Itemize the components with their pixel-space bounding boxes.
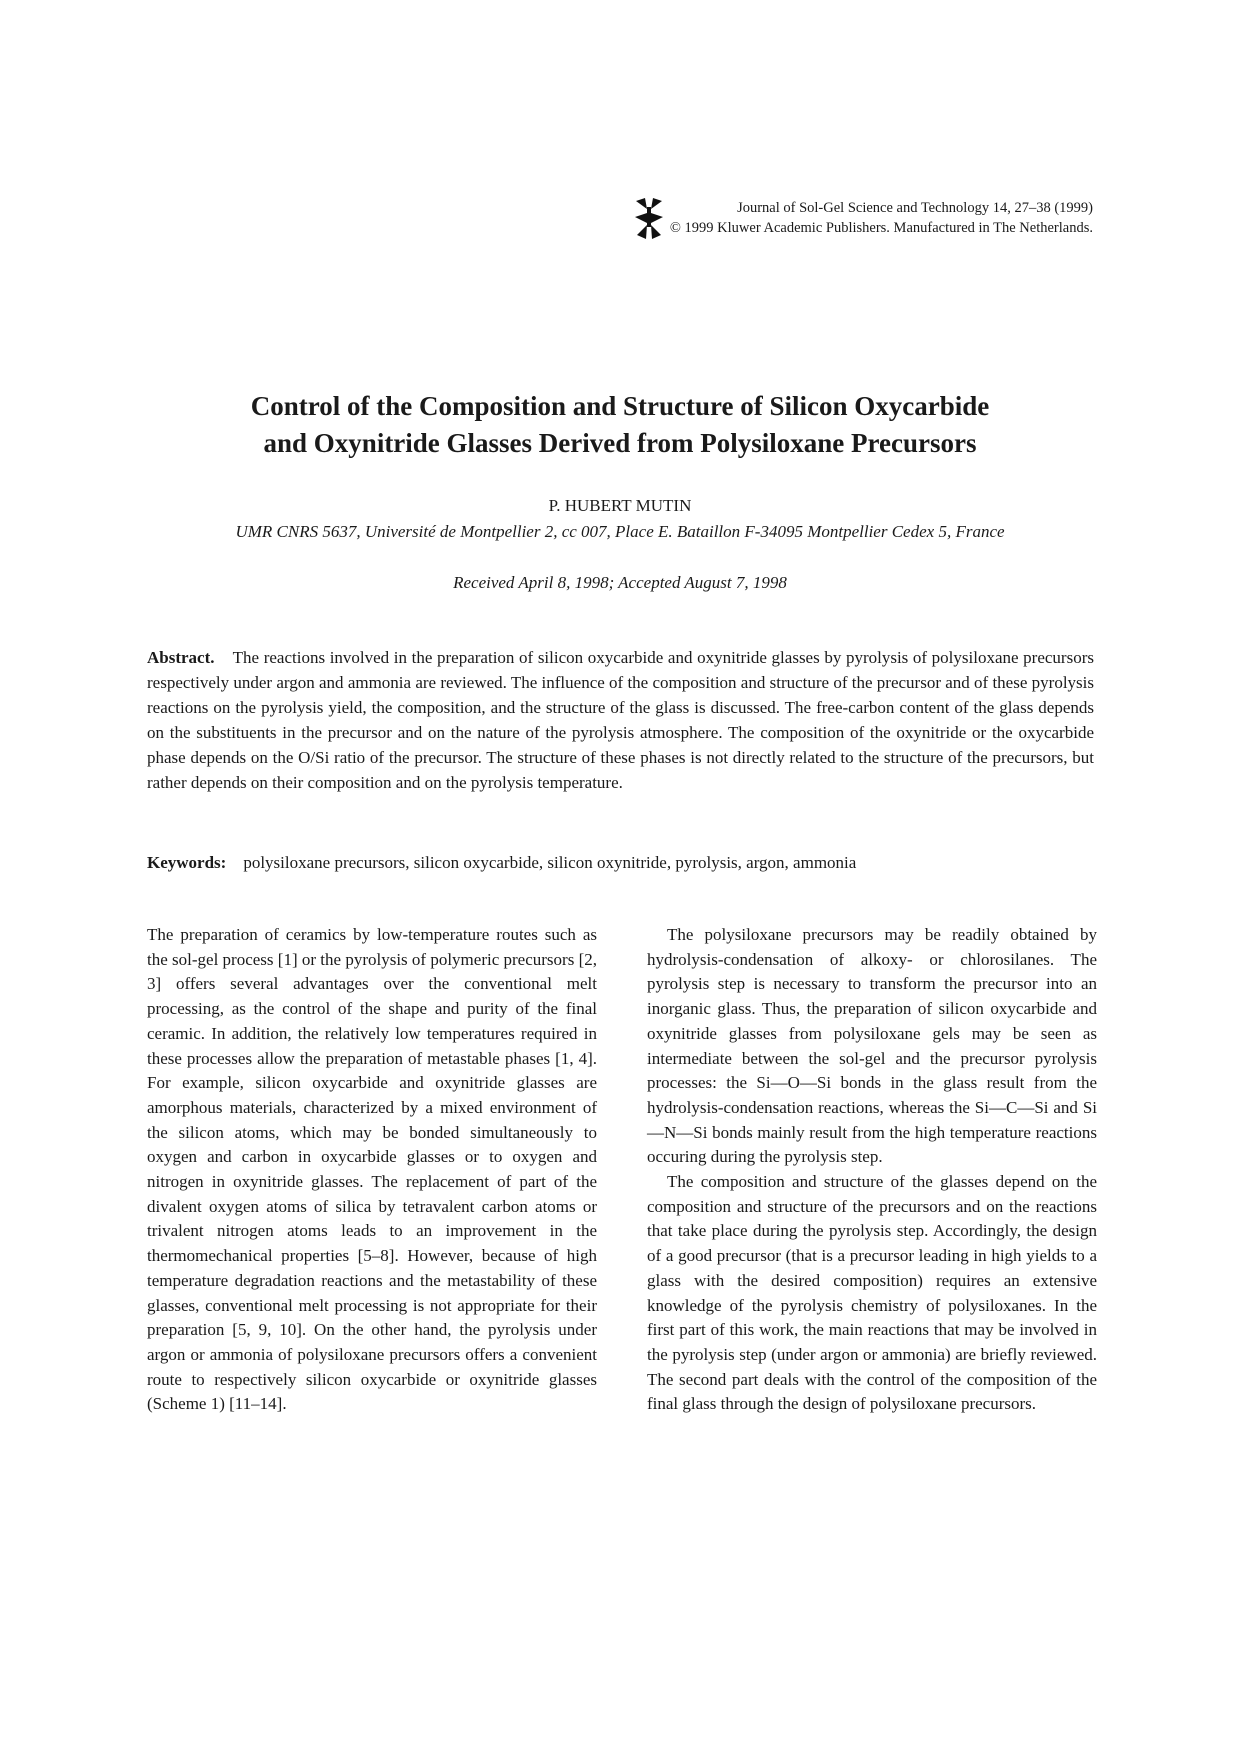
title-line-1: Control of the Composition and Structure of Silicon Oxycarbide [250,391,990,421]
body-column-right [647,923,1097,1417]
author-affiliation: UMR CNRS 5637, Université de Montpellier 2, cc 007, Place E. Bataillon F-34095 Montpellier Cedex 5, France [235,522,1005,541]
publisher-logo-icon [632,195,666,241]
title-line-2: and Oxynitride Glasses Derived from Polysiloxane Precursors [263,428,977,458]
abstract-label: Abstract. [147,648,215,667]
keywords-label: Keywords: [147,853,227,872]
body-paragraph: The polysiloxane precursors may be readily obtained by hydrolysis-condensation of alkoxy- or chlorosilanes. The pyrolysis step is necessary to transform the precursor into an inorganic glass. Thus, the preparation of silicon oxycarbide and oxynitride glasses from polysiloxane gels may be seen as intermediate between the sol-gel and the precursor pyrolysis processes: the Si—O—Si bonds in the glass result from the hydrolysis-condensation reactions, whereas the Si—C—Si and Si—N—Si bonds mainly result from the high temperature reactions occuring during the pyrolysis step. [647,925,1097,1167]
keywords-text: polysiloxane precursors, silicon oxycarbide, silicon oxynitride, pyrolysis, argon, ammonia [243,853,857,872]
body-column-left [147,923,597,1417]
paper-title [0,388,1240,462]
body-paragraph: The composition and structure of the glasses depend on the composition and structure of the precursors and on the reactions that take place during the pyrolysis step. Accordingly, the design of a good precursor (that is a precursor leading in high yields to a glass with the desired composition) requires an extensive knowledge of the pyrolysis chemistry of polysiloxanes. In the first part of this work, the main reactions that may be involved in the pyrolysis step (under argon or ammonia) are briefly reviewed. The second part deals with the control of the composition of the final glass through the design of polysiloxane precursors. [647,1172,1097,1414]
journal-header [632,195,1093,241]
received-accepted-dates: Received April 8, 1998; Accepted August 7, 1998 [453,573,787,592]
journal-citation: Journal of Sol-Gel Science and Technology 14, 27–38 (1999) [737,200,1093,216]
keywords [147,850,1094,875]
abstract [147,645,1094,795]
author-name: P. HUBERT MUTIN [548,496,692,515]
body-paragraph: The preparation of ceramics by low-temperature routes such as the sol-gel process [1] or the pyrolysis of polymeric precursors [2, 3] offers several advantages over the conventional melt processing, as the control of the shape and purity of the final ceramic. In addition, the relatively low temperatures required in these processes allow the preparation of metastable phases [1, 4]. For example, silicon oxycarbide and oxynitride glasses are amorphous materials, characterized by a mixed environment of the silicon atoms, which may be bonded simultaneously to oxygen and carbon in oxycarbide glasses or to oxygen and nitrogen in oxynitride glasses. The replacement of part of the divalent oxygen atoms of silica by tetravalent carbon atoms or trivalent nitrogen atoms leads to an improvement in the thermomechanical properties [5–8]. However, because of high temperature degradation reactions and the metastability of these glasses, conventional melt processing is not appropriate for their preparation [5, 9, 10]. On the other hand, the pyrolysis under argon or ammonia of polysiloxane precursors offers a convenient route to respectively silicon oxycarbide or oxynitride glasses (Scheme 1) [11–14]. [147,925,597,1414]
copyright-line: © 1999 Kluwer Academic Publishers. Manufactured in The Netherlands. [669,220,1093,236]
abstract-text: The reactions involved in the preparation of silicon oxycarbide and oxynitride glasses by pyrolysis of polysiloxane precursors respectively under argon and ammonia are reviewed. The influence of the composition and structure of the precursor and of these pyrolysis reactions on the pyrolysis yield, the composition, and the structure of the glass is discussed. The free-carbon content of the glass depends on the substituents in the precursor and on the nature of the pyrolysis atmosphere. The composition of the oxynitride or the oxycarbide phase depends on the O/Si ratio of the precursor. The structure of these phases is not directly related to the structure of the precursors, but rather depends on their composition and on the pyrolysis temperature. [147,648,1094,792]
